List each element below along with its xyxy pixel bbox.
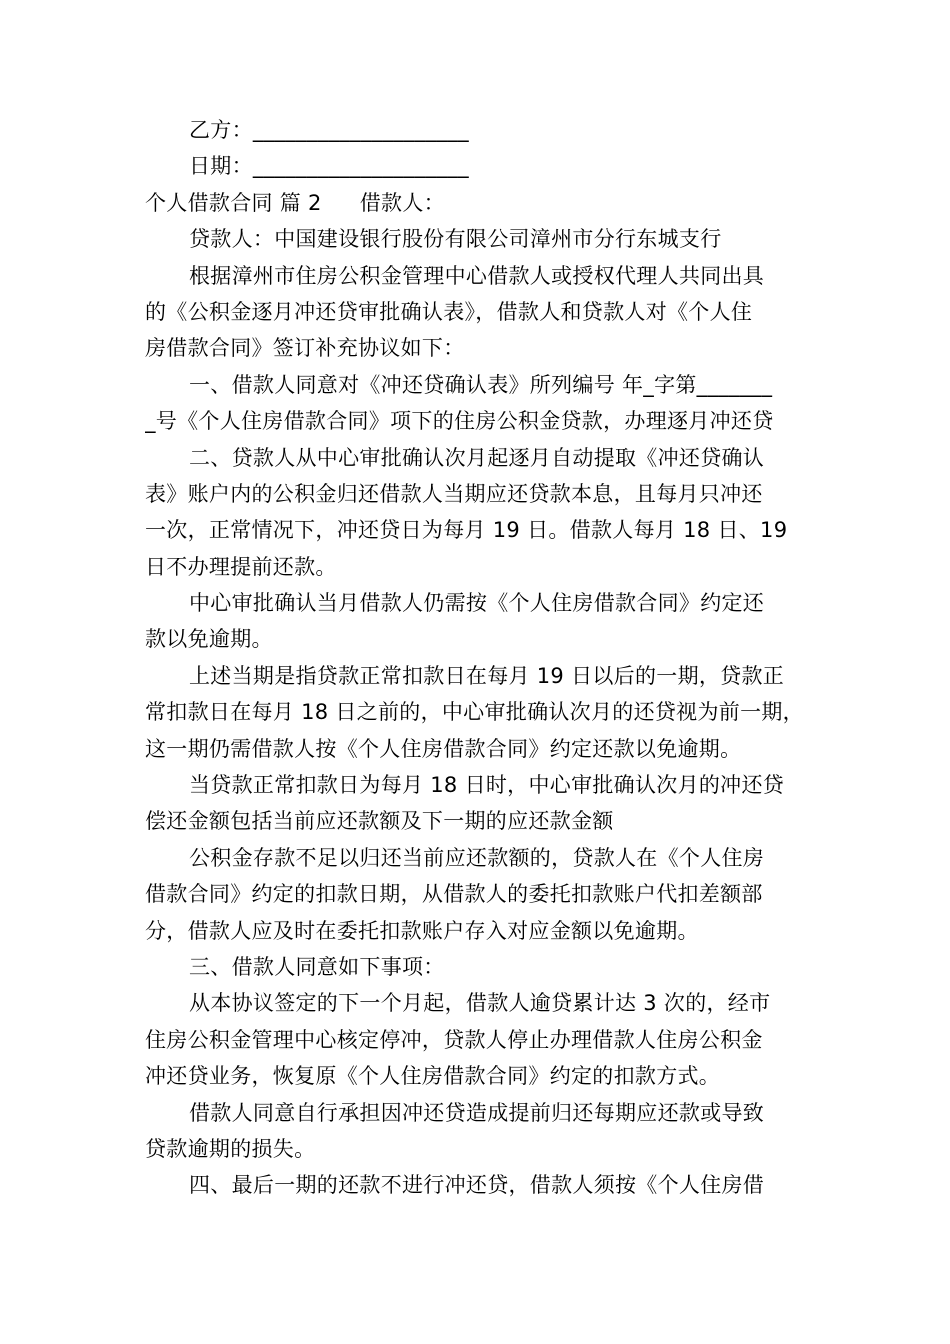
- text-line: [145, 949, 820, 985]
- text-line: [145, 1022, 820, 1058]
- text-line: [145, 658, 820, 694]
- text-line: [145, 330, 820, 366]
- line-text: 三、借款人同意如下事项：: [189, 954, 445, 979]
- text-line: [145, 1058, 820, 1094]
- text-line: [145, 549, 820, 585]
- line-text: 一次，正常情况下，冲还贷日为每月 19 日。借款人每月 18 日、19: [145, 518, 788, 543]
- line-text: 的《公积金逐月冲还贷审批确认表》，借款人和贷款人对《个人住: [145, 299, 753, 324]
- text-line: [145, 294, 820, 330]
- line-text: 公积金存款不足以归还当前应还款额的，贷款人在《个人住房: [189, 845, 765, 870]
- text-line: [145, 585, 820, 621]
- text-line: [145, 148, 820, 184]
- text-line: [145, 621, 820, 657]
- text-line: [145, 440, 820, 476]
- line-text: 贷款逾期的损失。: [145, 1136, 316, 1161]
- text-line: [145, 985, 820, 1021]
- line-text: 根据漳州市住房公积金管理中心借款人或授权代理人共同出具: [189, 263, 765, 288]
- line-text-secondary: 借款人：: [359, 190, 445, 215]
- text-line: [145, 1131, 820, 1167]
- text-line: [145, 403, 820, 439]
- line-text: 表》账户内的公积金归还借款人当期应还贷款本息，且每月只冲还: [145, 481, 763, 506]
- line-text: 一、借款人同意对《冲还贷确认表》所列编号 年_字第_______: [189, 372, 773, 397]
- line-text: 二、贷款人从中心审批确认次月起逐月自动提取《冲还贷确认: [189, 445, 765, 470]
- text-line: [145, 476, 820, 512]
- text-line: [145, 512, 820, 548]
- line-text: 款以免逾期。: [145, 627, 273, 652]
- line-text: 中心审批确认当月借款人仍需按《个人住房借款合同》约定还: [189, 591, 765, 616]
- line-text: 乙方：____________________: [189, 118, 469, 142]
- line-text: 上述当期是指贷款正常扣款日在每月 19 日以后的一期，贷款正: [189, 663, 785, 688]
- line-text: 借款合同》约定的扣款日期，从借款人的委托扣款账户代扣差额部: [145, 882, 763, 907]
- line-text: 日期：____________________: [189, 154, 469, 179]
- line-text: 这一期仍需借款人按《个人住房借款合同》约定还款以免逾期。: [145, 736, 742, 761]
- line-text: 日不办理提前还款。: [145, 554, 337, 579]
- text-line: [145, 1095, 820, 1131]
- text-line: [145, 185, 820, 221]
- text-line: [145, 840, 820, 876]
- text-line: [145, 803, 820, 839]
- line-text: 住房公积金管理中心核定停冲，贷款人停止办理借款人住房公积金: [145, 1027, 763, 1052]
- text-line: [145, 258, 820, 294]
- text-line: [145, 876, 820, 912]
- text-line: [145, 767, 820, 803]
- line-text: 偿还金额包括当前应还款额及下一期的应还款金额: [145, 809, 614, 834]
- text-line: [145, 221, 820, 257]
- line-text: 当贷款正常扣款日为每月 18 日时，中心审批确认次月的冲还贷: [189, 773, 785, 798]
- text-line: [145, 731, 820, 767]
- line-text: 个人借款合同 篇 2: [145, 190, 322, 215]
- text-line: [145, 367, 820, 403]
- line-text: 分，借款人应及时在委托扣款账户存入对应金额以免逾期。: [145, 918, 699, 943]
- text-line: [145, 694, 820, 730]
- line-text: _号《个人住房借款合同》项下的住房公积金贷款，办理逐月冲还贷: [145, 409, 774, 434]
- line-text: 从本协议签定的下一个月起，借款人逾贷累计达 3 次的，经市: [189, 991, 771, 1016]
- line-text: 常扣款日在每月 18 日之前的，中心审批确认次月的还贷视为前一期，: [145, 700, 804, 725]
- line-text: 借款人同意自行承担因冲还贷造成提前归还每期应还款或导致: [189, 1100, 765, 1125]
- line-text: 贷款人：中国建设银行股份有限公司漳州市分行东城支行: [189, 227, 722, 252]
- line-text: 房借款合同》签订补充协议如下：: [145, 336, 465, 361]
- line-text: 冲还贷业务，恢复原《个人住房借款合同》约定的扣款方式。: [145, 1064, 721, 1089]
- text-line: [145, 112, 820, 148]
- text-line: [145, 913, 820, 949]
- text-line: [145, 1167, 820, 1203]
- line-text: 四、最后一期的还款不进行冲还贷，借款人须按《个人住房借: [189, 1173, 765, 1198]
